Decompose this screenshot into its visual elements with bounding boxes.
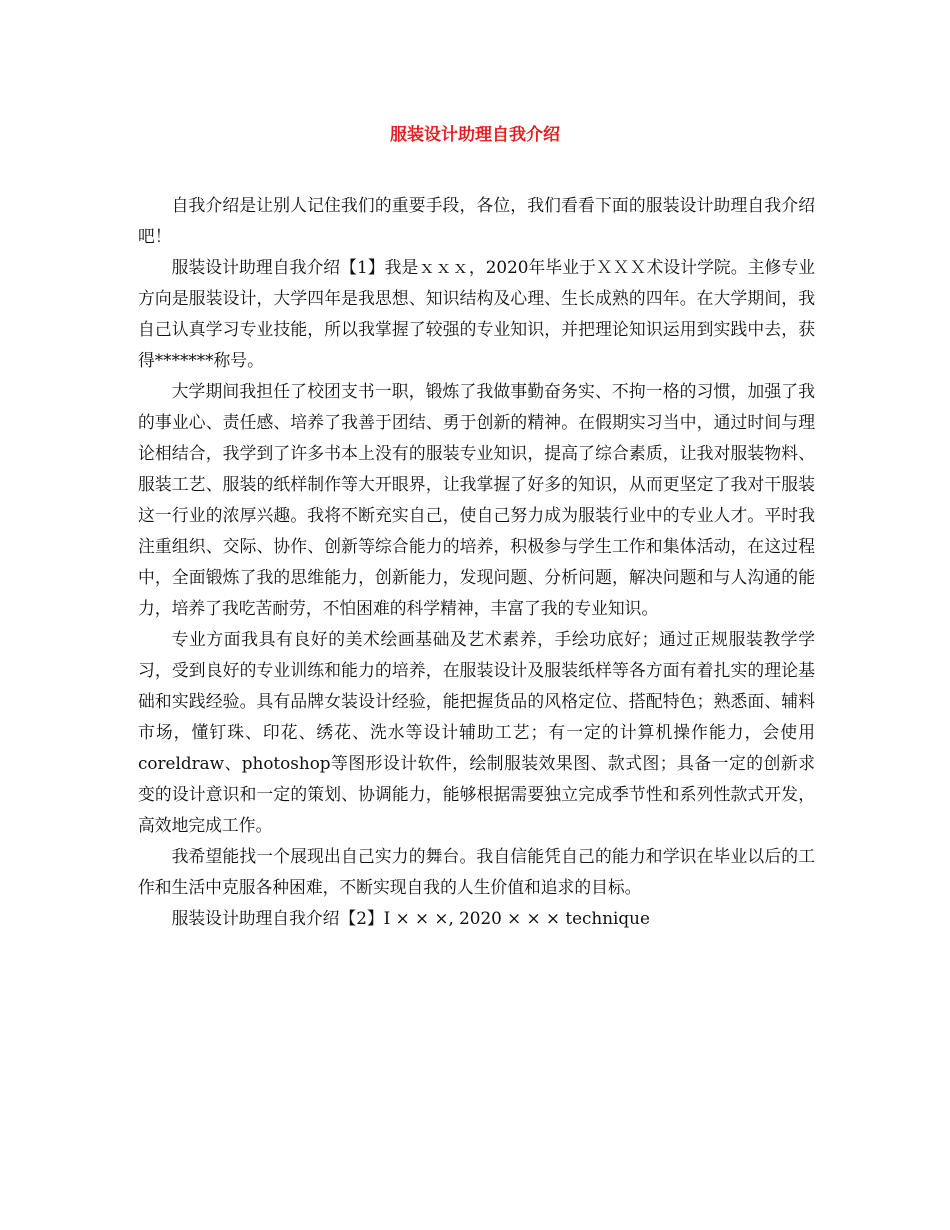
paragraph-intro-2: 服装设计助理自我介绍【2】I × × ×, 2020 × × × technique [171,908,650,928]
paragraph-intro-1: 服装设计助理自我介绍【1】我是ｘｘｘ，2020年毕业于ＸＸＸ术设计学院。主修专业方向是服装设计，大学四年是我思想、知识结构及心理、生长成熟的四年。在大学期间，我自己认真学习专业技能，所以我掌握了较强的专业知识，并把理论知识运用到实践中去，获得*******称号。 [138,257,815,370]
document-body [138,190,815,934]
paragraph-professional-skills: 专业方面我具有良好的美术绘画基础及艺术素养，手绘功底好；通过正规服装教学学习，受到良好的专业训练和能力的培养，在服装设计及服装纸样等各方面有着扎实的理论基础和实践经验。具有品牌女装设计经验，能把握货品的风格定位、搭配特色；熟悉面、辅料市场，懂钉珠、印花、绣花、洗水等设计辅助工艺；有一定的计算机操作能力，会使用coreldraw、photoshop等图形设计软件，绘制服装效果图、款式图；具备一定的创新求变的设计意识和一定的策划、协调能力，能够根据需要独立完成季节性和系列性款式开发，高效地完成工作。 [138,629,815,835]
paragraph-university-experience: 大学期间我担任了校团支书一职，锻炼了我做事勤奋务实、不拘一格的习惯，加强了我的事业心、责任感、培养了我善于团结、勇于创新的精神。在假期实习当中，通过时间与理论相结合，我学到了许多书本上没有的服装专业知识，提高了综合素质，让我对服装物料、服装工艺、服装的纸样制作等大开眼界，让我掌握了好多的知识，从而更坚定了我对干服装这一行业的浓厚兴趣。我将不断充实自己，使自己努力成为服装行业中的专业人才。平时我注重组织、交际、协作、创新等综合能力的培养，积极参与学生工作和集体活动，在这过程中，全面锻炼了我的思维能力，创新能力，发现问题、分析问题，解决问题和与人沟通的能力，培养了我吃苦耐劳，不怕困难的科学精神，丰富了我的专业知识。 [138,381,815,618]
paragraph-hope: 我希望能找一个展现出自己实力的舞台。我自信能凭自己的能力和学识在毕业以后的工作和生活中克服各种困难，不断实现自我的人生价值和追求的目标。 [138,846,815,897]
paragraph-intro: 自我介绍是让别人记住我们的重要手段，各位，我们看看下面的服装设计助理自我介绍吧！ [138,195,815,246]
document-title: 服装设计助理自我介绍 [390,125,560,145]
